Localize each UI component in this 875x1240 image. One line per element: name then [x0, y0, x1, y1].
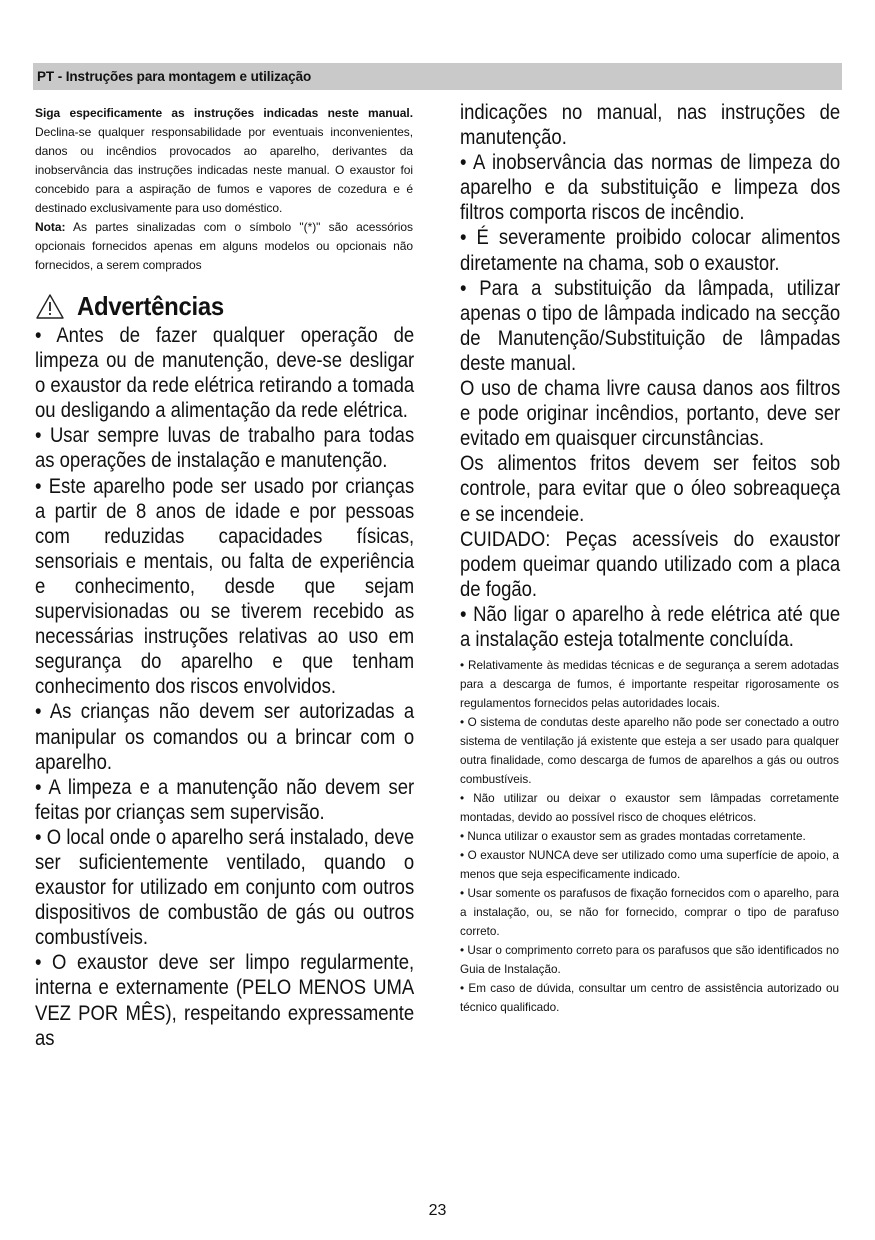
warning-paragraph: • Antes de fazer qualquer operação de limpeza ou de manutenção, deve-se desligar o exaustor da rede elétrica retirando a tomada ou desligando a alimentação da rede elétrica. — [35, 324, 415, 423]
right-column — [460, 100, 839, 1017]
intro-paragraph — [35, 104, 413, 218]
warning-paragraph: • Não ligar o aparelho à rede elétrica até que a instalação esteja totalmente concluída. — [460, 602, 841, 651]
warning-paragraph: • Usar sempre luvas de trabalho para todas as operações de instalação e manutenção. — [35, 424, 415, 473]
section-header-title: PT - Instruções para montagem e utilização — [37, 69, 312, 84]
warning-paragraph: • Para a substituição da lâmpada, utilizar apenas o tipo de lâmpada indicado na secção de Manutenção/Substituição de lâmpadas deste manual. — [460, 276, 841, 375]
warning-paragraph: • É severamente proibido colocar alimentos diretamente na chama, sob o exaustor. — [460, 226, 841, 275]
warnings-title: Advertências — [77, 290, 224, 321]
left-column — [35, 104, 413, 1051]
warnings-small-list — [460, 656, 839, 1017]
warning-paragraph: Os alimentos fritos devem ser feitos sob controle, para evitar que o óleo sobreaqueça e se incendeie. — [460, 452, 841, 526]
small-warning-paragraph: • O exaustor NUNCA deve ser utilizado como uma superfície de apoio, a menos que seja especificamente indicado. — [460, 849, 839, 882]
small-warning-paragraph: • Usar somente os parafusos de fixação fornecidos com o aparelho, para a instalação, ou, se não for fornecido, comprar o tipo de parafuso correto. — [460, 887, 839, 939]
warnings-right-list — [460, 100, 840, 652]
warning-triangle-icon — [35, 293, 65, 320]
warning-paragraph: indicações no manual, nas instruções de manutenção. — [460, 101, 841, 150]
small-warning-paragraph: • O sistema de condutas deste aparelho não pode ser conectado a outro sistema de ventilação já existente que esteja a ser usado para qualquer outra finalidade, como descarga de fumos de aparelhos a gás ou outros combustíveis. — [460, 716, 839, 787]
warning-paragraph: • A limpeza e a manutenção não devem ser feitas por crianças sem supervisão. — [35, 775, 415, 824]
small-warning-paragraph: • Usar o comprimento correto para os parafusos que são identificados no Guia de Instalação. — [460, 944, 839, 977]
warning-paragraph: • O local onde o aparelho será instalado, deve ser suficientemente ventilado, quando o exaustor for utilizado em conjunto com outros dispositivos de combustão de gás ou outros combustíveis. — [35, 825, 415, 950]
note-paragraph — [35, 218, 413, 275]
note-label: Nota: — [35, 220, 66, 234]
intro-block — [35, 104, 413, 275]
intro-bold-lead: Siga especificamente as instruções indicadas neste manual. — [35, 106, 413, 120]
warnings-left-list — [35, 323, 414, 1051]
warning-paragraph: • As crianças não devem ser autorizadas a manipular os comandos ou a brincar com o aparelho. — [35, 700, 415, 774]
warnings-heading — [35, 291, 413, 321]
small-warning-paragraph: • Não utilizar ou deixar o exaustor sem lâmpadas corretamente montadas, devido ao possível risco de choques elétricos. — [460, 792, 839, 825]
small-warning-paragraph: • Nunca utilizar o exaustor sem as grades montadas corretamente. — [460, 830, 806, 844]
section-header — [33, 63, 842, 90]
page-number: 23 — [428, 1202, 447, 1219]
note-text: As partes sinalizadas com o símbolo "(*)" são acessórios opcionais fornecidos apenas em alguns modelos ou opcionais não fornecidos, a serem comprados — [35, 220, 413, 272]
warning-paragraph: O uso de chama livre causa danos aos filtros e pode originar incêndios, portanto, deve ser evitado em quaisquer circunstâncias. — [460, 377, 841, 451]
warning-paragraph: CUIDADO: Peças acessíveis do exaustor podem queimar quando utilizado com a placa de fogão. — [460, 527, 841, 601]
small-warning-paragraph: • Em caso de dúvida, consultar um centro de assistência autorizado ou técnico qualificado. — [460, 982, 839, 1015]
intro-text: Declina-se qualquer responsabilidade por eventuais inconvenientes, danos ou incêndios provocados ao aparelho, derivantes da inobservância das instruções indicadas neste manual. O exaustor foi concebido para a aspiração de fumos e vapores de cozedura e é destinado exclusivamente para uso doméstico. — [35, 125, 413, 215]
warning-paragraph: • Este aparelho pode ser usado por crianças a partir de 8 anos de idade e por pessoas com reduzidas capacidades físicas, sensoriais e mentais, ou falta de experiência e conhecimento, desde que sejam supervisionadas ou se tiverem recebido as necessárias instruções relativas ao uso em segurança do aparelho e que tenham conhecimento dos riscos envolvidos. — [35, 474, 415, 699]
warning-paragraph: • O exaustor deve ser limpo regularmente, interna e externamente (PELO MENOS UMA VEZ POR MÊS), respeitando expressamente as — [35, 951, 415, 1050]
small-warning-paragraph: • Relativamente às medidas técnicas e de segurança a serem adotadas para a descarga de fumos, é importante respeitar rigorosamente os regulamentos fornecidos pelas autoridades locais. — [460, 659, 839, 711]
warning-paragraph: • A inobservância das normas de limpeza do aparelho e da substituição e limpeza dos filtros comporta riscos de incêndio. — [460, 151, 841, 225]
